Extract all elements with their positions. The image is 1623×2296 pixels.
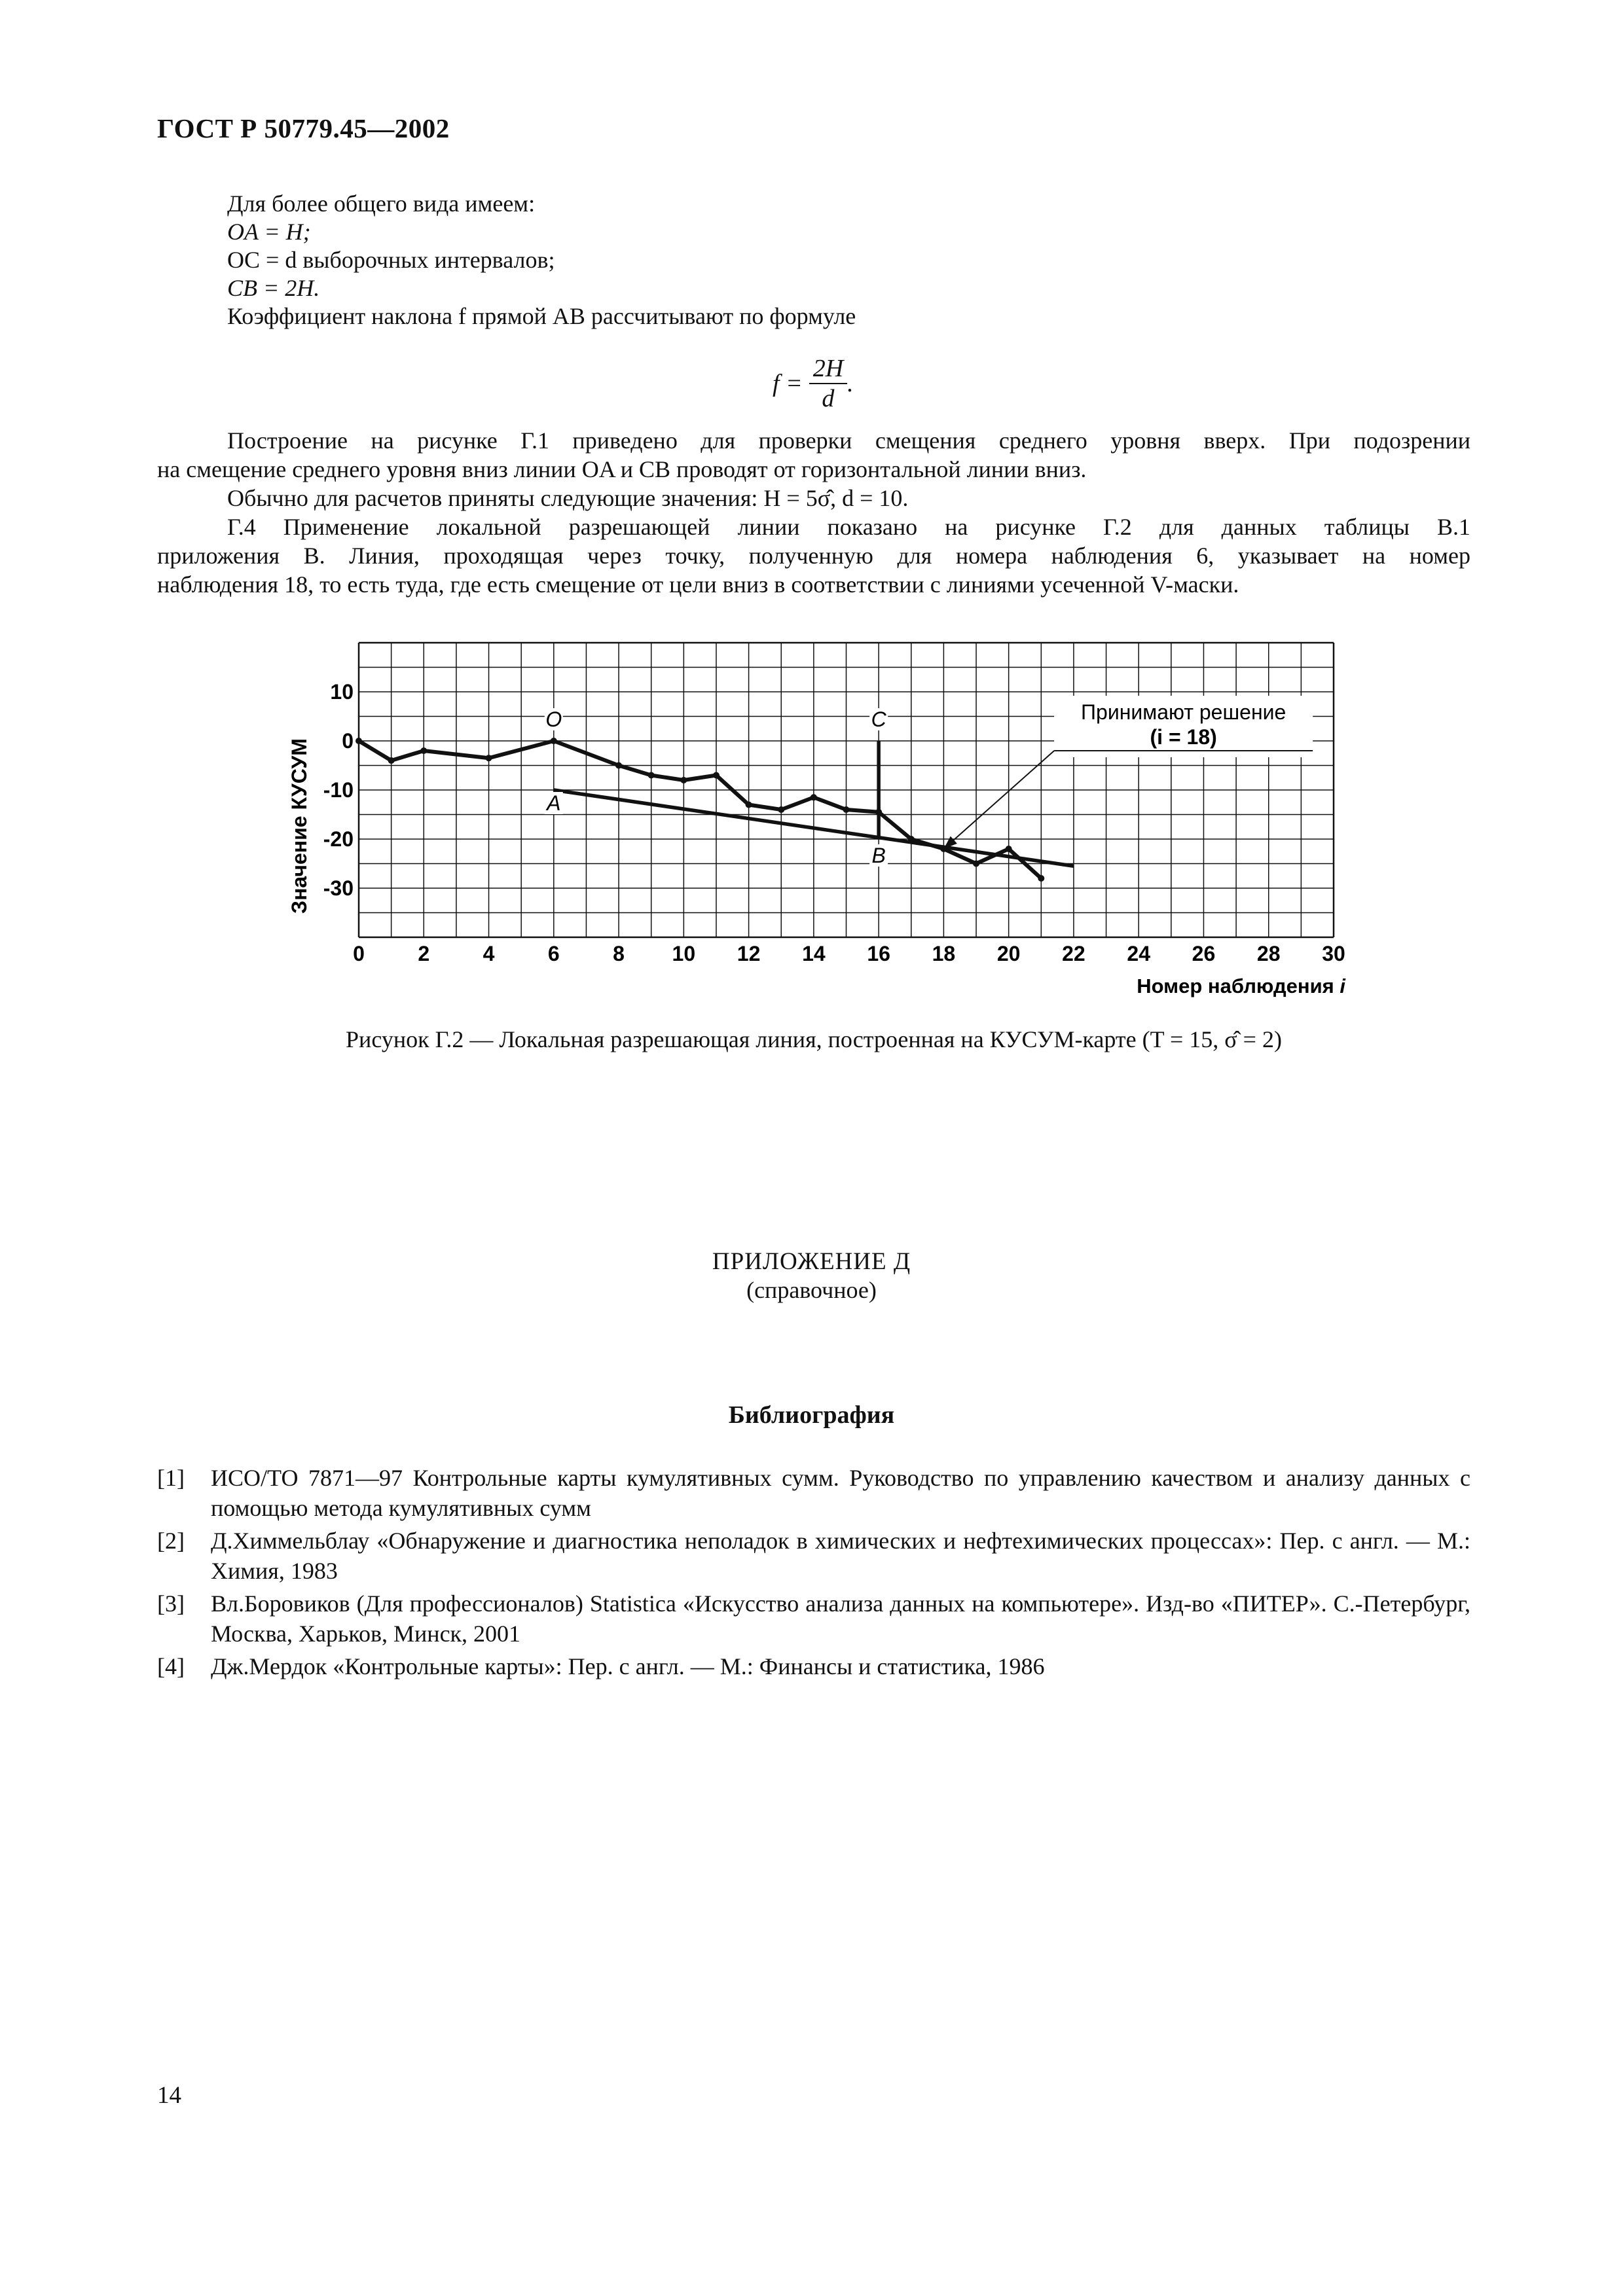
bibliography-number: [4]: [157, 1653, 185, 1679]
formula-numerator: 2H: [809, 355, 847, 384]
intro-block: [227, 190, 856, 331]
cusum-point: [843, 806, 850, 813]
x-tick-label: 0: [353, 942, 365, 965]
bibliography-number: [1]: [157, 1465, 185, 1491]
point-label-o: O: [545, 708, 562, 731]
y-tick-label: -20: [323, 827, 354, 851]
bibliography-text: Дж.Мердок «Контрольные карты»: Пер. с англ. — М.: Финансы и статистика, 1986: [211, 1653, 1045, 1679]
y-tick-label: -10: [323, 778, 354, 802]
y-tick-label: 0: [342, 729, 354, 753]
cusum-point: [778, 806, 784, 813]
x-tick-label: 20: [996, 942, 1021, 965]
paragraph-line: Г.4 Применение локальной разрешающей линии показано на рисунке Г.2 для данных таблицы В.1: [227, 514, 1470, 540]
appendix-subtitle: (справочное): [746, 1277, 877, 1303]
formula-denominator: d: [822, 385, 835, 412]
cusum-point: [356, 738, 362, 744]
bibliography-list: [157, 1463, 1470, 1684]
bibliography-item: [157, 1526, 1470, 1586]
bibliography-item: [157, 1463, 1470, 1523]
x-tick-label: 30: [1322, 942, 1345, 965]
bibliography-item: [157, 1588, 1470, 1649]
chart-grid: [359, 643, 1334, 937]
chart-annotations: [545, 696, 1313, 867]
intro-line: OC = d выборочных интервалов;: [227, 247, 555, 273]
intro-line: Коэффициент наклона f прямой AB рассчитывают по формуле: [227, 303, 856, 329]
paragraph-line: на смещение среднего уровня вниз линии OA и CB проводят от горизонтальной линии вниз.: [157, 456, 1087, 482]
x-tick-label: 6: [547, 942, 560, 965]
bibliography-text: Вл.Боровиков (Для профессионалов) Statistica «Искусство анализа данных на компьютере». Изд-во «ПИТЕР». С.-Петербург, Москва, Харьков, Минск, 2001: [211, 1590, 1470, 1647]
cusum-point: [680, 777, 687, 783]
x-tick-label: 10: [672, 942, 696, 965]
figure-caption: Рисунок Г.2 — Локальная разрешающая линия, построенная на КУСУМ-карте (T = 15, σ̂ = 2): [346, 1026, 1282, 1052]
intro-line: CB = 2H.: [227, 275, 320, 301]
cusum-point: [811, 794, 817, 800]
document-header: ГОСТ Р 50779.45—2002: [157, 113, 450, 143]
x-tick-label: 18: [932, 942, 956, 965]
slope-formula: [773, 355, 854, 412]
point-label-c: C: [871, 708, 886, 731]
cusum-point: [420, 747, 427, 754]
paragraph-line: Построение на рисунке Г.1 приведено для проверки смещения среднего уровня вверх. При подозрении: [227, 427, 1470, 454]
cusum-point: [551, 738, 557, 744]
x-tick-label: 2: [418, 942, 430, 965]
bibliography-number: [3]: [157, 1590, 185, 1617]
bibliography-text: ИСО/ТО 7871—97 Контрольные карты кумулятивных сумм. Руководство по управлению качеством и анализу данных с помощью метода кумулятивных сумм: [211, 1465, 1470, 1521]
point-label-a: A: [547, 791, 561, 815]
formula-lhs: f =: [773, 370, 803, 397]
point-label-b: B: [871, 844, 886, 867]
bibliography-number: [2]: [157, 1528, 185, 1554]
bibliography-text: Д.Химмельблау «Обнаружение и диагностика неполадок в химических и нефтехимических процессах»: Пер. с англ. — М.: Химия, 1983: [211, 1528, 1470, 1584]
x-tick-label: 24: [1127, 942, 1150, 965]
cusum-point: [388, 757, 395, 764]
x-tick-label: 12: [737, 942, 761, 965]
cusum-point: [713, 772, 720, 779]
cusum-point: [615, 762, 622, 769]
cusum-chart-svg: [275, 628, 1362, 1008]
cusum-chart: [275, 628, 1362, 1008]
y-tick-labels: [323, 680, 354, 900]
cusum-point: [973, 861, 979, 867]
formula-tail: .: [847, 370, 854, 397]
y-tick-label: -30: [323, 876, 354, 900]
cusum-point: [486, 755, 492, 761]
cusum-point: [648, 772, 655, 779]
cusum-point: [746, 802, 752, 808]
chart-lines: [356, 738, 1074, 882]
x-tick-label: 26: [1192, 942, 1216, 965]
paragraph-construction: [157, 426, 1470, 484]
paragraph-line: наблюдения 18, то есть туда, где есть смещение от цели вниз в соответствии с линиями усеченной V-маски.: [157, 571, 1239, 598]
intro-line: OA = H;: [227, 219, 311, 245]
y-axis-label: Значение КУСУМ: [287, 738, 311, 914]
paragraph-values: [157, 484, 1470, 512]
appendix-title: ПРИЛОЖЕНИЕ Д: [712, 1248, 911, 1275]
paragraph-line: приложения В. Линия, проходящая через точку, полученную для номера наблюдения 6, указывает на номер: [157, 543, 1470, 569]
paragraph-line: Обычно для расчетов приняты следующие значения: H = 5σ̂, d = 10.: [227, 485, 909, 511]
callout-text: Принимают решение: [1081, 700, 1286, 724]
x-tick-label: 28: [1256, 942, 1281, 965]
intro-line: Для более общего вида имеем:: [227, 190, 536, 217]
page-number: 14: [157, 2082, 181, 2109]
y-tick-label: 10: [330, 680, 354, 704]
x-axis-label: Номер наблюдения i: [1137, 975, 1345, 997]
x-tick-label: 22: [1062, 942, 1085, 965]
bibliography-title: Библиография: [728, 1401, 895, 1429]
x-tick-label: 8: [613, 942, 625, 965]
bibliography-item: [157, 1651, 1470, 1681]
cusum-point: [1038, 875, 1044, 882]
paragraph-g4: [157, 512, 1470, 599]
x-tick-labels: [353, 942, 1345, 965]
x-tick-label: 14: [802, 942, 826, 965]
x-tick-label: 16: [867, 942, 890, 965]
formula-fraction: [809, 355, 847, 412]
callout-text: (i = 18): [1150, 725, 1217, 749]
x-tick-label: 4: [483, 942, 495, 965]
cusum-point: [1006, 846, 1012, 852]
